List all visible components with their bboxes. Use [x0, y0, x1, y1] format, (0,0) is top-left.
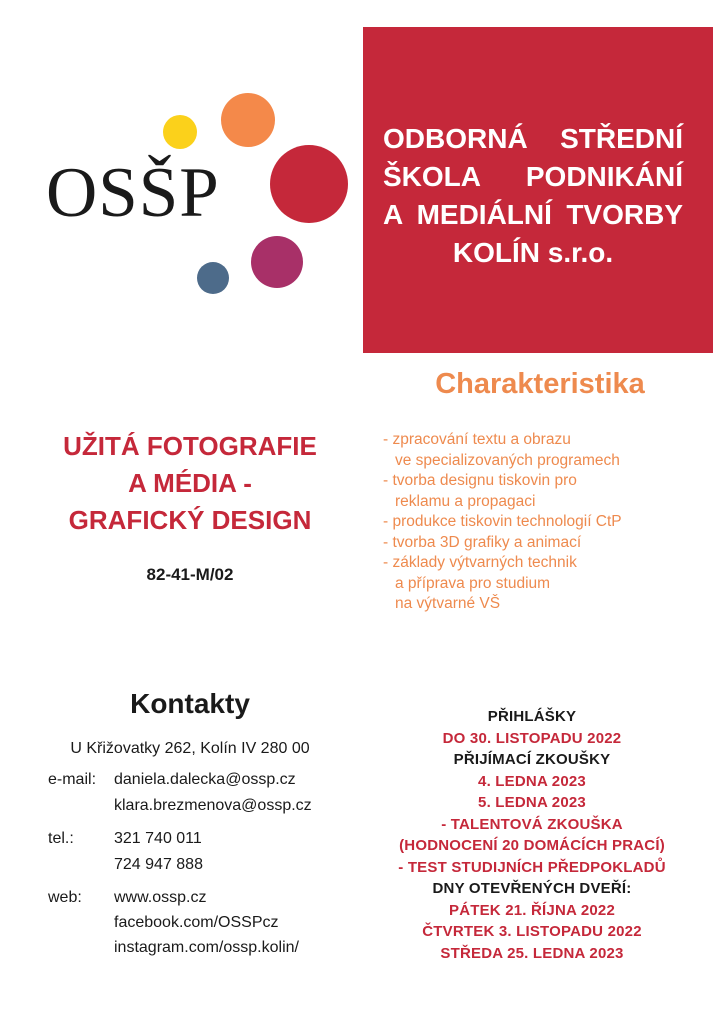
program-title-line-2: A MÉDIA - [128, 468, 252, 498]
open-day-2: ČTVRTEK 3. LISTOPADU 2022 [422, 923, 642, 940]
school-name-line-4: KOLÍN s.r.o. [452, 237, 614, 268]
phone-2: 724 947 888 [114, 856, 203, 873]
web-link-facebook[interactable]: facebook.com/OSSPcz [114, 914, 279, 931]
web-link-site[interactable]: www.ossp.cz [114, 889, 207, 906]
phone-1: 321 740 011 [114, 830, 202, 847]
web-link-instagram[interactable]: instagram.com/ossp.kolin/ [114, 939, 299, 956]
talent-exam: - TALENTOVÁ ZKOUŠKA [441, 815, 623, 833]
logo-dot-magenta [251, 236, 303, 288]
characteristics-item: - zpracování textu a obrazu [383, 431, 571, 448]
logo-dot-yellow [163, 115, 197, 149]
logo-dot-orange [221, 93, 275, 147]
characteristics-item: - tvorba 3D grafiky a animací [383, 533, 582, 551]
characteristics-item: - produkce tiskovin technologií CtP [383, 513, 622, 530]
aptitude-test: - TEST STUDIJNÍCH PŘEDPOKLADŮ [398, 858, 666, 876]
logo-dot-blue [197, 262, 229, 294]
program-title [30, 428, 350, 539]
school-name-line-2: ŠKOLA PODNIKÁNÍ [383, 161, 683, 192]
characteristics-item-continuation: na výtvarné VŠ [395, 595, 501, 612]
school-name [383, 120, 683, 272]
program-code: 82-41-M/02 [146, 565, 234, 584]
exam-date-2: 5. LEDNA 2023 [478, 794, 586, 811]
logo-text: OSŠP [46, 154, 220, 232]
characteristics-heading: Charakteristika [435, 368, 645, 400]
email-label: e-mail: [48, 771, 97, 788]
address: U Křižovatky 262, Kolín IV 280 00 [70, 740, 310, 757]
open-day-3: STŘEDA 25. LEDNA 2023 [440, 944, 624, 962]
characteristics-item: - základy výtvarných technik [383, 554, 577, 571]
logo-dot-red [270, 145, 348, 223]
school-name-block [363, 27, 713, 353]
talent-exam-detail: (HODNOCENÍ 20 DOMÁCÍCH PRACÍ) [399, 837, 665, 854]
contacts-heading: Kontakty [130, 688, 250, 719]
exam-date-1: 4. LEDNA 2023 [478, 772, 586, 790]
tel-label: tel.: [48, 830, 74, 847]
characteristics-item-continuation: ve specializovaných programech [395, 451, 620, 469]
program-title-line-1: UŽITÁ FOTOGRAFIE [63, 431, 317, 461]
characteristics-item-continuation: reklamu a propagaci [395, 492, 536, 510]
open-day-1: PÁTEK 21. ŘÍJNA 2022 [448, 901, 615, 919]
applications-heading: PŘIHLÁŠKY [487, 708, 577, 725]
school-name-line-1: ODBORNÁ STŘEDNÍ [383, 123, 683, 154]
program-title-line-3: GRAFICKÝ DESIGN [68, 505, 312, 535]
applications-deadline: DO 30. LISTOPADU 2022 [442, 729, 622, 747]
email-link-2[interactable]: klara.brezmenova@ossp.cz [114, 797, 312, 814]
characteristics-list [383, 430, 703, 615]
admission-info [372, 706, 692, 964]
open-days-heading: DNY OTEVŘENÝCH DVEŘÍ: [432, 880, 632, 897]
characteristics-item-continuation: a příprava pro studium [395, 574, 551, 592]
characteristics-item: - tvorba designu tiskovin pro [383, 472, 577, 489]
email-link-1[interactable]: daniela.dalecka@ossp.cz [114, 771, 296, 788]
school-name-line-3: A MEDIÁLNÍ TVORBY [383, 199, 683, 230]
exams-heading: PŘIJÍMACÍ ZKOUŠKY [453, 751, 611, 768]
web-label: web: [48, 889, 82, 906]
